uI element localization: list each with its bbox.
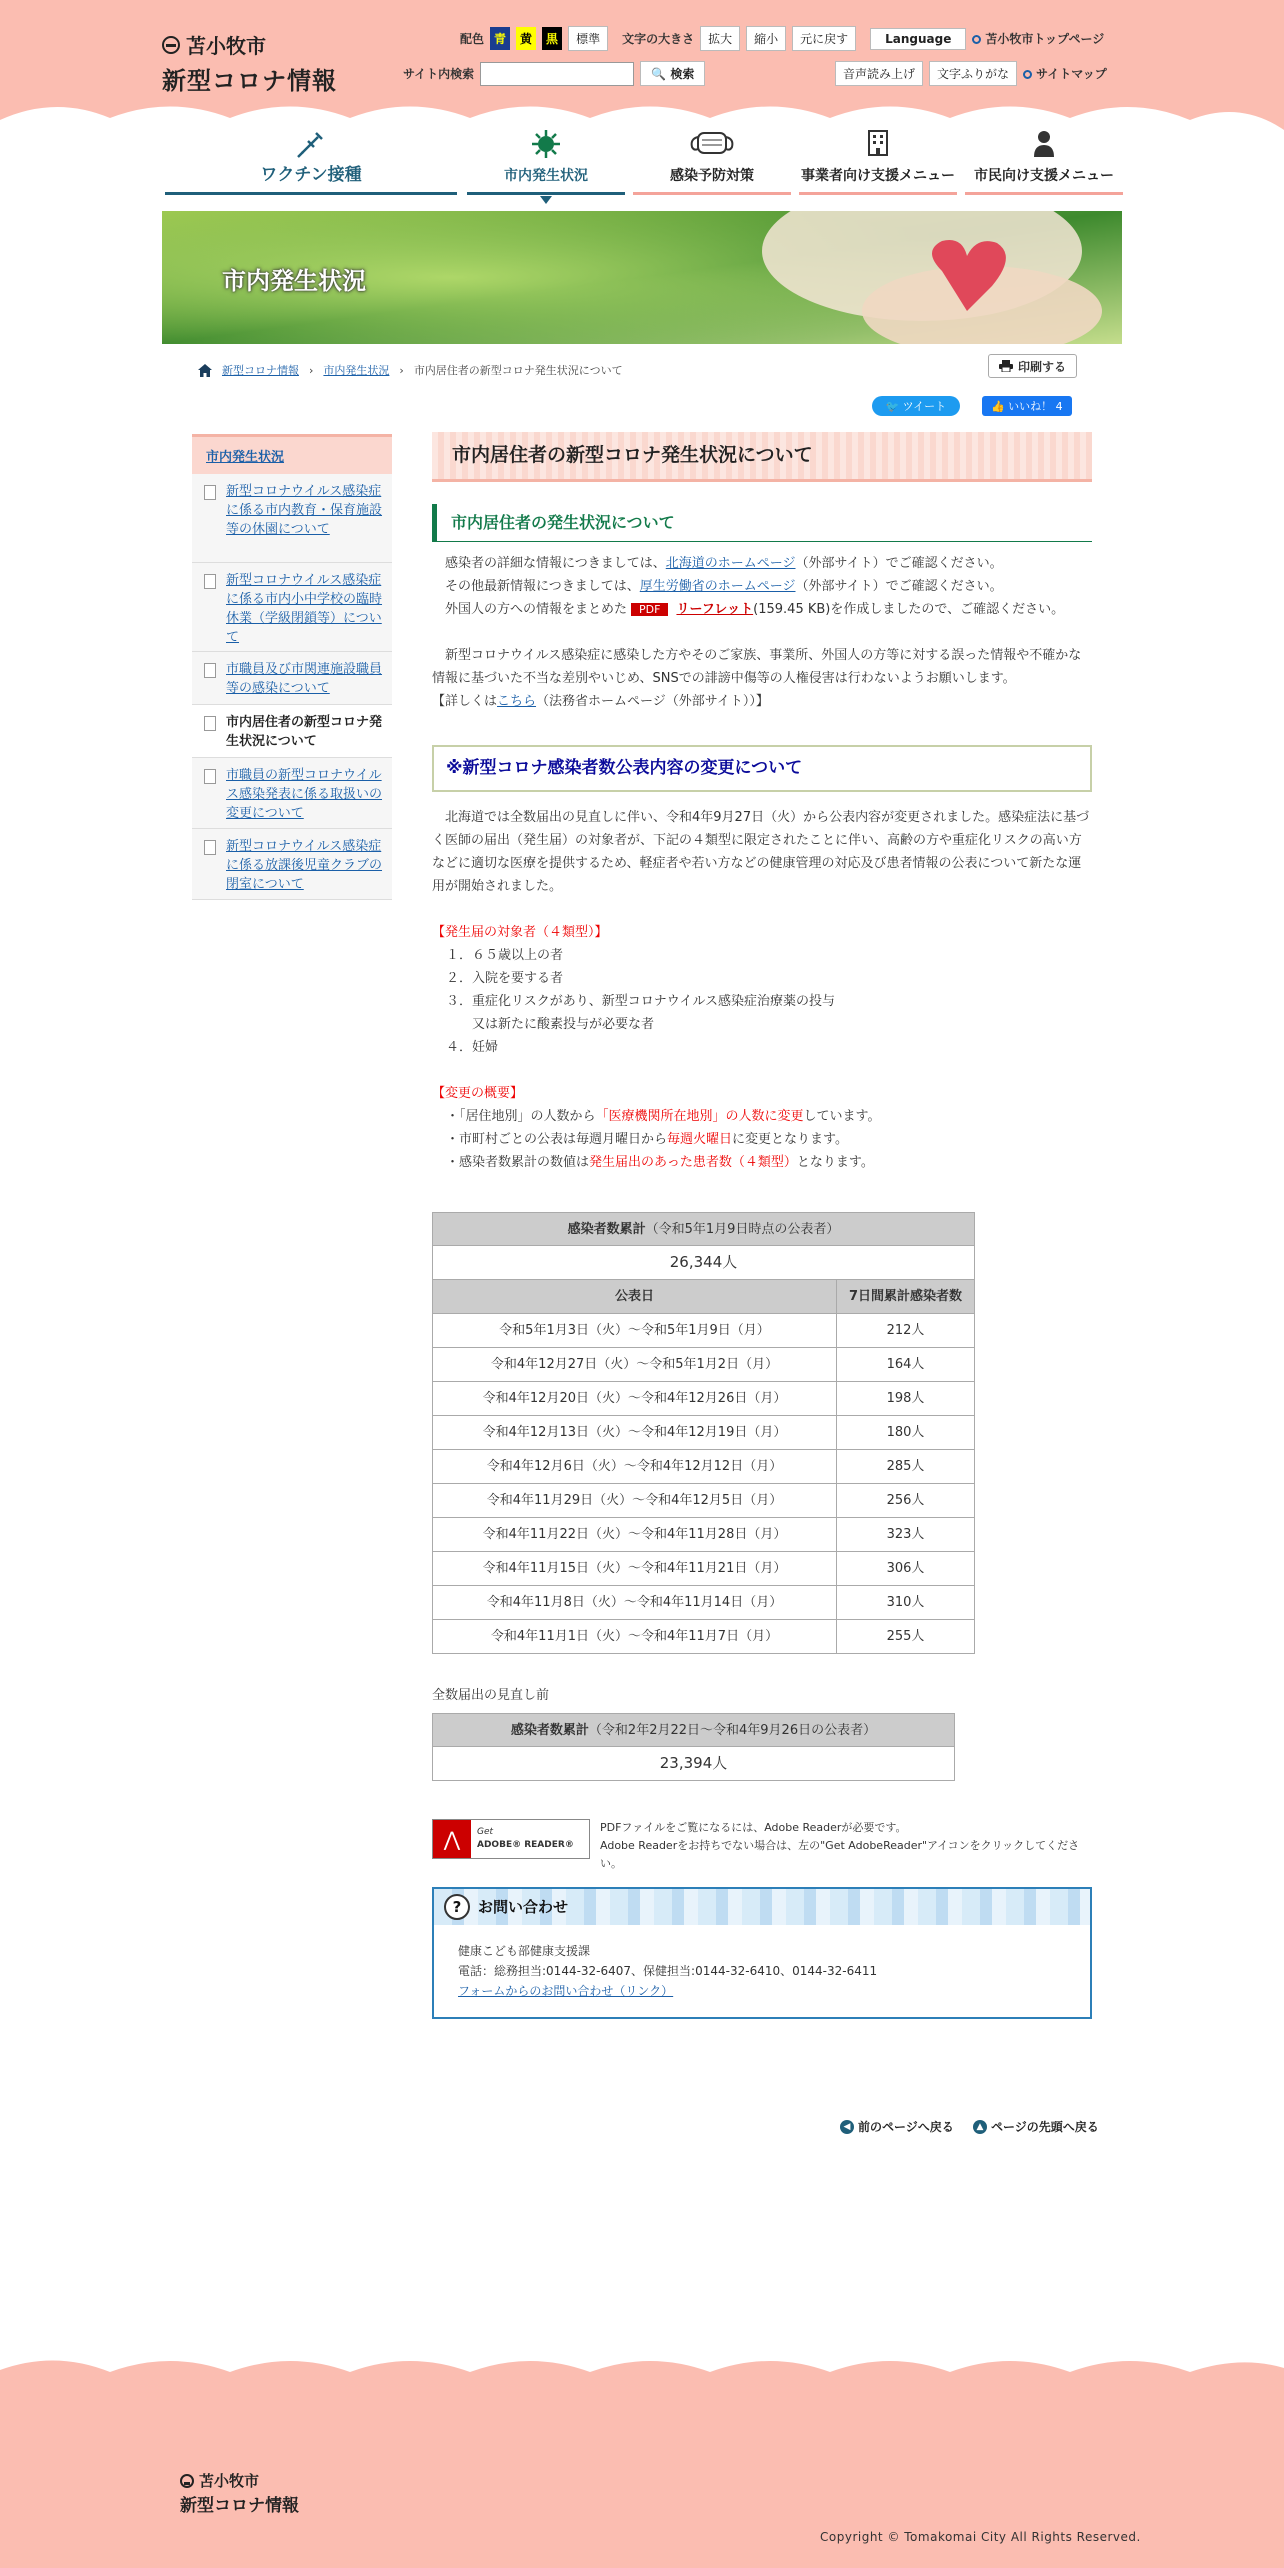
arrow-left-icon: ◀ — [840, 2120, 854, 2134]
font-reset-button[interactable]: 元に戻す — [792, 26, 856, 51]
table-row — [433, 1450, 975, 1484]
toolbar-row-1 — [460, 26, 1104, 51]
hokkaido-link[interactable]: 北海道のホームページ — [665, 556, 796, 571]
font-enlarge-button[interactable]: 拡大 — [700, 26, 740, 51]
sidebar-item-current[interactable]: 市内居住者の新型コロナ発生状況について — [192, 705, 392, 758]
city-emblem-icon — [162, 36, 180, 54]
inquiry-dept: 健康こども部健康支援課 — [458, 1944, 591, 1958]
page-banner — [162, 211, 1122, 344]
sidebar-item[interactable]: 市職員の新型コロナウイルス感染発表に係る取扱いの変更について — [192, 758, 392, 829]
section-heading-status: 市内居住者の発生状況について — [432, 504, 1092, 542]
footer-logo[interactable]: 苫小牧市 新型コロナ情報 — [180, 2472, 299, 2516]
count-cell: 306人 — [837, 1552, 975, 1586]
date-range-cell: 令和5年1月3日（火）～令和5年1月9日（月） — [433, 1314, 837, 1348]
color-black-button[interactable]: 黒 — [542, 27, 562, 50]
date-range-cell: 令和4年12月6日（火）～令和4年12月12日（月） — [433, 1450, 837, 1484]
sidebar-item[interactable]: 新型コロナウイルス感染症に係る市内小中学校の臨時休業（学級閉鎖等）について — [192, 563, 392, 652]
nav-status[interactable]: 市内発生状況 — [467, 125, 625, 195]
magnifier-icon: 🔍 — [651, 67, 667, 81]
date-range-cell: 令和4年12月27日（火）～令和5年1月2日（月） — [433, 1348, 837, 1382]
count-cell: 198人 — [837, 1382, 975, 1416]
person-icon — [1032, 129, 1056, 157]
banner-title: 市内発生状況 — [222, 267, 366, 295]
table-row — [433, 1348, 975, 1382]
table-row — [433, 1552, 975, 1586]
breadcrumb-link-status[interactable]: 市内発生状況 — [323, 364, 390, 377]
count-cell: 323人 — [837, 1518, 975, 1552]
city-emblem-icon — [180, 2474, 194, 2488]
copyright: Copyright © Tomakomai City All Rights Reserved. — [820, 2530, 1141, 2544]
list-item: ４．妊婦 — [446, 1040, 499, 1055]
changes-heading: 【変更の概要】 — [432, 1086, 524, 1101]
site-logo[interactable]: 苫小牧市 新型コロナ情報 — [162, 34, 337, 95]
inquiry-phone: 電話：総務担当:0144-32-6407、保健担当:0144-32-6410、0144-32-6411 — [458, 1964, 878, 1978]
global-nav — [165, 125, 1123, 195]
date-range-cell: 令和4年12月13日（火）～令和4年12月19日（月） — [433, 1416, 837, 1450]
paragraph: その他最新情報につきましては、厚生労働省のホームページ（外部サイト）でご確認ください。 — [432, 579, 1003, 594]
list-item: ・感染者数累計の数値は発生届出のあった患者数（４類型）となります。 — [446, 1155, 874, 1170]
table-row — [433, 1518, 975, 1552]
sidebar-heading[interactable]: 市内発生状況 — [192, 434, 392, 474]
table-row — [433, 1382, 975, 1416]
facebook-like-button[interactable]: 👍 いいね！ 4 — [982, 396, 1072, 416]
furigana-button[interactable]: 文字ふりがな — [929, 61, 1017, 86]
cases-before-table — [432, 1713, 955, 1781]
thumbs-up-icon: 👍 — [991, 399, 1006, 413]
sitemap-link[interactable]: サイトマップ — [1023, 65, 1107, 82]
paragraph: 外国人の方への情報をまとめた PDF リーフレット(159.45 KB)を作成しましたので、ご確認ください。 — [432, 602, 1065, 617]
list-item: ・「居住地別」の人数から「医療機関所在地別」の人数に変更しています。 — [446, 1109, 881, 1124]
leaflet-link[interactable]: リーフレット — [676, 602, 754, 617]
total-value: 23,394人 — [433, 1747, 955, 1781]
tweet-button[interactable]: 🐦 ツイート — [872, 396, 960, 416]
pdf-badge: PDF — [631, 603, 668, 616]
breadcrumb-current: 市内居住者の新型コロナ発生状況について — [413, 364, 623, 377]
table-row — [433, 1484, 975, 1518]
list-item: ・市町村ごとの公表は毎週月曜日から毎週火曜日に変更となります。 — [446, 1132, 848, 1147]
color-label: 配色 — [460, 32, 485, 46]
section-heading-change: ※新型コロナ感染者数公表内容の変更について — [432, 745, 1092, 792]
inquiry-form-link[interactable]: フォームからのお問い合わせ（リンク） — [458, 1984, 674, 1998]
nav-vaccine[interactable]: ワクチン接種 — [165, 125, 457, 195]
building-icon — [866, 129, 890, 157]
date-range-cell: 令和4年12月20日（火）～令和4年12月26日（月） — [433, 1382, 837, 1416]
question-icon: ? — [444, 1894, 470, 1920]
arrow-up-icon: ▲ — [973, 2120, 987, 2134]
sidebar-item[interactable]: 新型コロナウイルス感染症に係る市内教育・保育施設等の休園について — [192, 474, 392, 563]
count-cell: 256人 — [837, 1484, 975, 1518]
list-item: １．６５歳以上の者 — [446, 948, 564, 963]
cases-table — [432, 1212, 975, 1654]
count-cell: 285人 — [837, 1450, 975, 1484]
font-shrink-button[interactable]: 縮小 — [746, 26, 786, 51]
before-label: 全数届出の見直し前 — [432, 1688, 550, 1703]
count-cell: 310人 — [837, 1586, 975, 1620]
chevron-right-icon: › — [309, 363, 314, 377]
column-header: 7日間累計感染者数 — [837, 1280, 975, 1314]
read-aloud-button[interactable]: 音声読み上げ — [835, 61, 923, 86]
sidebar-item[interactable]: 市職員及び市関連施設職員等の感染について — [192, 652, 392, 705]
sidebar-item[interactable]: 新型コロナウイルス感染症に係る放課後児童クラブの閉室について — [192, 829, 392, 900]
count-cell: 180人 — [837, 1416, 975, 1450]
bullet-icon — [1023, 70, 1032, 79]
paragraph: 北海道では全数届出の見直しに伴い、令和4年9月27日（火）から公表内容が変更されました。感染症法に基づく医師の届出（発生届）の対象者が、下記の４類型に限定されたことに伴い、高齢の方や重症化リスクの高い方などに適切な医療を提供するため、軽症者や若い方などの健康管理の対応及び患者情報の公表について新たな運用が開始されました。 — [432, 810, 1090, 894]
twitter-bird-icon: 🐦 — [885, 399, 900, 413]
moj-link[interactable]: こちら — [497, 694, 537, 709]
table-header: 感染者数累計（令和5年1月9日時点の公表者） — [433, 1213, 975, 1246]
date-range-cell: 令和4年11月8日（火）～令和4年11月14日（月） — [433, 1586, 837, 1620]
main-content — [432, 432, 1092, 2019]
top-page-link[interactable]: 苫小牧市トップページ — [972, 30, 1104, 47]
sidebar — [192, 434, 392, 900]
date-range-cell: 令和4年11月15日（火）～令和4年11月21日（月） — [433, 1552, 837, 1586]
color-standard-button[interactable]: 標準 — [568, 26, 608, 51]
home-icon[interactable] — [198, 364, 212, 377]
language-button[interactable]: Language — [870, 28, 966, 50]
changes-list — [432, 1105, 1092, 1174]
paragraph: 感染者の詳細な情報につきましては、北海道のホームページ（外部サイト）でご確認ください。 — [432, 556, 1003, 571]
breadcrumb-link-top[interactable]: 新型コロナ情報 — [222, 364, 299, 377]
chevron-right-icon: › — [399, 363, 404, 377]
count-cell: 212人 — [837, 1314, 975, 1348]
list-item: 又は新たに酸素投与が必要な者 — [446, 1017, 655, 1032]
inquiry-title: お問い合わせ — [478, 1897, 569, 1916]
date-range-cell: 令和4年11月22日（火）～令和4年11月28日（月） — [433, 1518, 837, 1552]
toolbar-row-2 — [403, 61, 705, 86]
color-blue-button[interactable]: 青 — [490, 27, 510, 50]
table-header: 感染者数累計（令和2年2月22日～令和4年9月26日の公表者） — [433, 1714, 955, 1747]
inquiry-box — [432, 1887, 1092, 2019]
print-button[interactable]: 印刷する — [988, 354, 1077, 378]
table-row — [433, 1416, 975, 1450]
table-row — [433, 1314, 975, 1348]
mask-icon — [688, 129, 736, 157]
total-value: 26,344人 — [433, 1246, 975, 1280]
nav-prevention[interactable]: 感染予防対策 — [633, 125, 791, 195]
printer-icon — [999, 360, 1013, 372]
table-row — [433, 1586, 975, 1620]
adobe-note: PDFファイルをご覧になるには、Adobe Readerが必要です。 Adobe Readerをお持ちでない場合は、左の"Get AdobeReader"アイコンをクリックしてください。 — [600, 1821, 1080, 1870]
targets-list — [432, 944, 1092, 1059]
toolbar-row-2-right — [835, 61, 1107, 86]
nav-business-support[interactable]: 事業者向け支援メニュー — [799, 125, 957, 195]
count-cell: 164人 — [837, 1348, 975, 1382]
date-range-cell: 令和4年11月29日（火）～令和4年12月5日（月） — [433, 1484, 837, 1518]
table-row — [433, 1620, 975, 1654]
nav-citizen-support[interactable]: 市民向け支援メニュー — [965, 125, 1123, 195]
mhlw-link[interactable]: 厚生労働省のホームページ — [639, 579, 796, 594]
search-label: サイト内検索 — [403, 67, 475, 81]
adobe-reader-box — [432, 1819, 1092, 1873]
list-item: ２．入院を要する者 — [446, 971, 564, 986]
search-input[interactable] — [480, 62, 634, 86]
page-top-link[interactable]: ▲ ページの先頭へ戻る — [973, 2118, 1099, 2135]
count-cell: 255人 — [837, 1620, 975, 1654]
virus-icon — [531, 129, 561, 159]
font-size-label: 文字の大きさ — [622, 32, 695, 46]
breadcrumb — [198, 362, 623, 378]
page-title: 市内居住者の新型コロナ発生状況について — [432, 432, 1092, 482]
syringe-icon — [296, 129, 326, 159]
adobe-logo-icon: ⋀ — [433, 1820, 471, 1858]
search-button[interactable]: 🔍 検索 — [640, 61, 705, 86]
paragraph: 新型コロナウイルス感染症に感染した方やそのご家族、事業所、外国人の方等に対する誤った情報や不確かな情報に基づいた不当な差別やいじめ、SNSでの誹謗中傷等の人権侵害は行わないようお願いします。 — [432, 648, 1082, 686]
color-yellow-button[interactable]: 黄 — [516, 27, 536, 50]
get-adobe-reader-button[interactable]: ⋀ Get ADOBE® READER® — [432, 1819, 590, 1859]
list-item: ３．重症化リスクがあり、新型コロナウイルス感染症治療薬の投与 — [446, 994, 835, 1009]
targets-heading: 【発生届の対象者（４類型）】 — [432, 925, 608, 940]
column-header: 公表日 — [433, 1280, 837, 1314]
prev-page-link[interactable]: ◀ 前のページへ戻る — [840, 2118, 954, 2135]
paragraph: 【詳しくはこちら（法務省ホームページ（外部サイト））】 — [432, 694, 769, 709]
date-range-cell: 令和4年11月1日（火）～令和4年11月7日（月） — [433, 1620, 837, 1654]
bullet-icon — [972, 35, 981, 44]
